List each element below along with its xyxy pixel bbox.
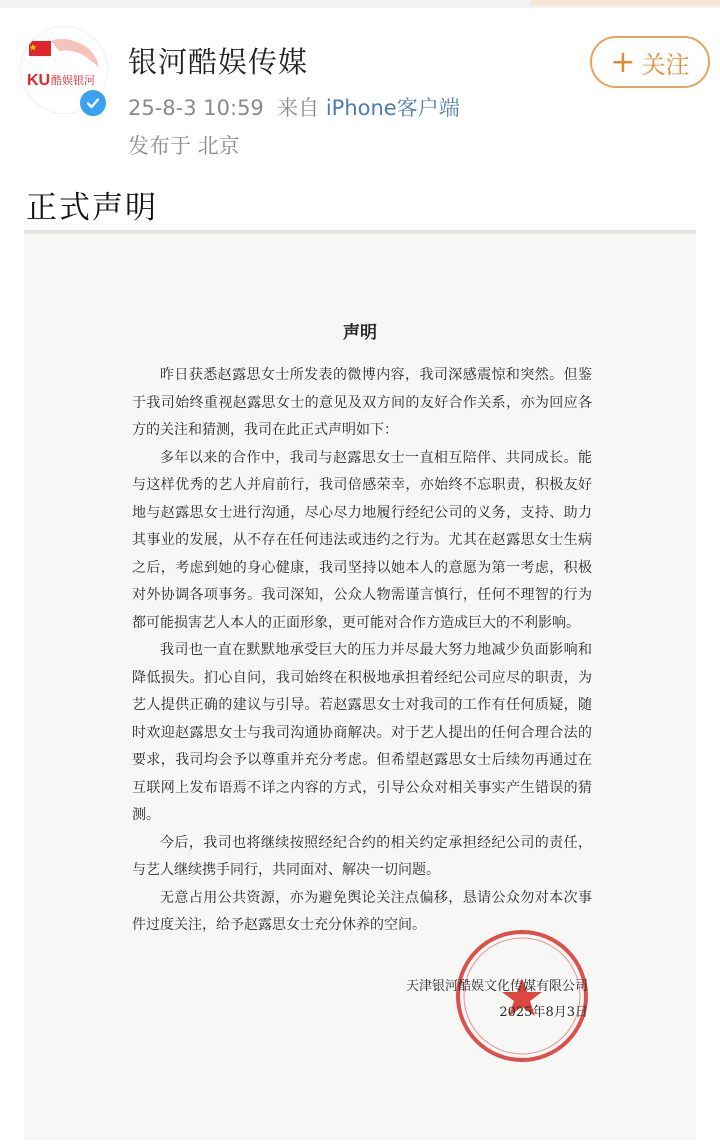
document-paragraph: 无意占用公共资源，亦为避免舆论关注点偏移，恳请公众勿对本次事件过度关注，给予赵露思女士充分休养的空间。 — [132, 889, 592, 933]
top-strip — [0, 0, 720, 8]
account-name[interactable]: 银河酷娱传媒 — [128, 45, 309, 79]
plus-icon: + — [610, 44, 636, 80]
statement-image[interactable] — [24, 230, 696, 1140]
post-source[interactable]: iPhone客户端 — [325, 96, 460, 120]
document-date: 2025年8月3日 — [499, 1005, 588, 1020]
post-location: 发布于 北京 — [128, 134, 240, 158]
document-heading: 声明 — [343, 323, 377, 343]
avatar-logo: KU — [27, 72, 51, 89]
follow-button[interactable] — [590, 36, 710, 88]
company-name: 天津银河酷娱文化传媒有限公司 — [405, 979, 588, 994]
document-body — [132, 362, 592, 940]
document-paragraph: 我司也一直在默默地承受巨大的压力并尽最大努力地减少负面影响和降低损失。扪心自问，我司始终在积极地承担着经纪公司应尽的职责，为艺人提供正确的建议与引导。若赵露思女士对我司的工作有任何质疑，随时欢迎赵露思女士与我司沟通协商解决。对于艺人提出的任何合理合法的要求，我司均会予以尊重并充分考虑。但希望赵露思女士后续勿再通过在互联网上发布语焉不详之内容的方式，引导公众对相关事实产生错误的猜测。 — [132, 642, 592, 823]
source-prefix: 来自 — [277, 96, 320, 120]
follow-label: 关注 — [641, 50, 690, 79]
verified-icon — [78, 88, 108, 118]
post-timestamp: 25-8-3 10:59 — [128, 96, 264, 120]
post-meta — [128, 92, 460, 122]
document-paragraph: 多年以来的合作中，我司与赵露思女士一直相互陪伴、共同成长。能与这样优秀的艺人并肩前行，我司倍感荣幸，亦始终不忘职责，积极友好地与赵露思女士进行沟通，尽心尽力地履行经纪公司的义务，支持、助力其事业的发展，从不存在任何违法或违约之行为。尤其在赵露思女士生病之后，考虑到她的身心健康，我司坚持以她本人的意愿为第一考虑，积极对外协调各项事务。我司深知，公众人物需谨言慎行，任何不理智的行为都可能损害艺人本人的正面形象，更可能对合作方造成巨大的不利影响。 — [132, 449, 592, 631]
post-title: 正式声明 — [26, 190, 158, 226]
avatar-text: 酷娱银河 — [51, 74, 95, 87]
document-paragraph: 昨日获悉赵露思女士所发表的微博内容，我司深感震惊和突然。但鉴于我司始终重视赵露思女士的意见及双方间的友好合作关系，亦为回应各方的关注和猜测，我司在此正式声明如下： — [132, 367, 592, 438]
document-signature — [406, 974, 588, 1026]
document-paragraph: 今后，我司也将继续按照经纪合约的相关约定承担经纪公司的责任，与艺人继续携手同行，共同面对、解决一切问题。 — [132, 834, 592, 878]
